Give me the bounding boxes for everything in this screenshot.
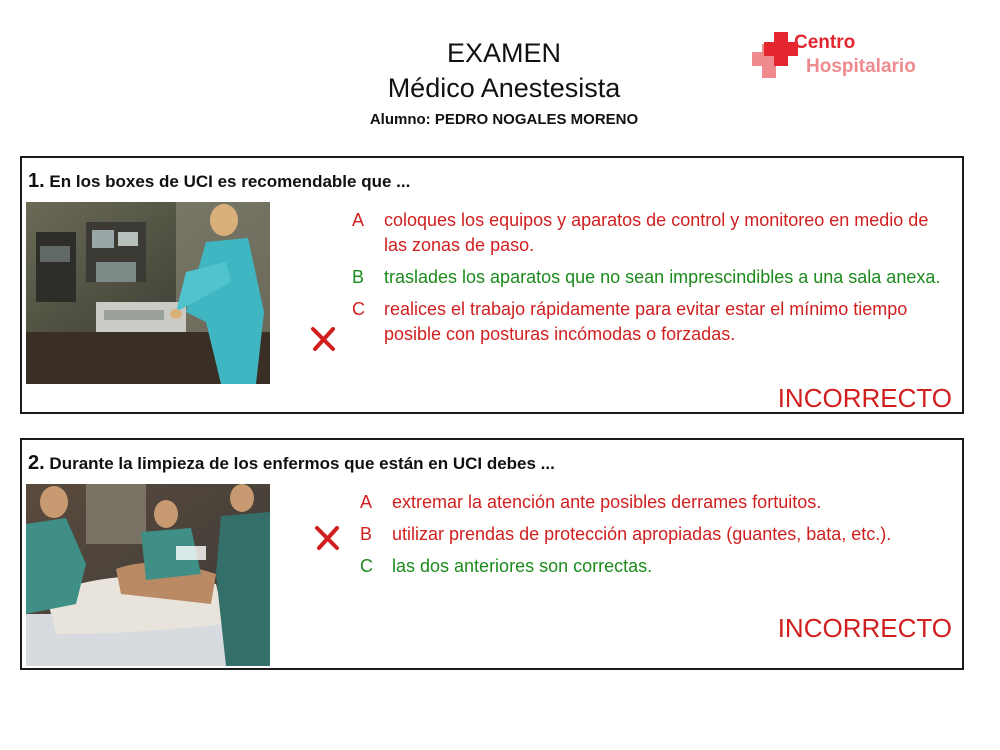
answer-option-b[interactable] — [352, 265, 956, 290]
question-photo — [26, 202, 270, 384]
answer-letter: C — [360, 556, 373, 576]
logo-text-centro: Centro — [794, 32, 856, 53]
answer-option-c[interactable] — [360, 554, 956, 579]
answer-letter: B — [360, 524, 373, 544]
answer-letter: C — [352, 299, 365, 319]
answer-list — [360, 490, 956, 586]
answer-option-c[interactable] — [352, 297, 956, 347]
answer-list — [352, 208, 956, 354]
question-card-1 — [20, 156, 964, 414]
answer-text: realices el trabajo rápidamente para evitar estar el mínimo tiempo posible con posturas incómodas o forzadas. — [384, 299, 908, 344]
student-name: Alumno: PEDRO NOGALES MORENO — [369, 111, 639, 128]
answer-text: utilizar prendas de protección apropiadas (guantes, bata, etc.). — [392, 524, 892, 544]
x-mark-icon — [314, 525, 340, 551]
answer-text: extremar la atención ante posibles derrames fortuitos. — [392, 492, 822, 512]
answer-option-a[interactable] — [352, 208, 956, 258]
question-number: 1. — [28, 170, 45, 192]
logo-text-hospitalario: Hospitalario — [806, 56, 916, 77]
question-title — [28, 452, 555, 475]
nurse-icu-photo — [26, 202, 270, 384]
answer-text: coloques los equipos y aparatos de control y monitoreo en medio de las zonas de paso. — [384, 210, 929, 255]
exam-subtitle: Médico Anestesista — [387, 73, 621, 103]
hospital-logo — [752, 32, 952, 92]
result-label: INCORRECTO — [777, 383, 952, 413]
answer-text: las dos anteriores son correctas. — [392, 556, 653, 576]
question-title — [28, 170, 410, 193]
question-card-2 — [20, 438, 964, 670]
answer-option-a[interactable] — [360, 490, 956, 515]
question-photo — [26, 484, 270, 666]
answer-letter: B — [352, 267, 365, 287]
exam-title: EXAMEN — [446, 38, 562, 68]
answer-option-b[interactable] — [360, 522, 956, 547]
answer-text: traslades los aparatos que no sean imprescindibles a una sala anexa. — [384, 267, 941, 287]
question-text: Durante la limpieza de los enfermos que están en UCI debes ... — [49, 454, 555, 473]
question-text: En los boxes de UCI es recomendable que ... — [49, 172, 411, 191]
question-number: 2. — [28, 452, 45, 474]
x-mark-icon — [310, 326, 336, 352]
answer-letter: A — [352, 210, 365, 230]
result-label: INCORRECTO — [777, 613, 952, 643]
answer-letter: A — [360, 492, 373, 512]
patient-care-photo — [26, 484, 270, 666]
